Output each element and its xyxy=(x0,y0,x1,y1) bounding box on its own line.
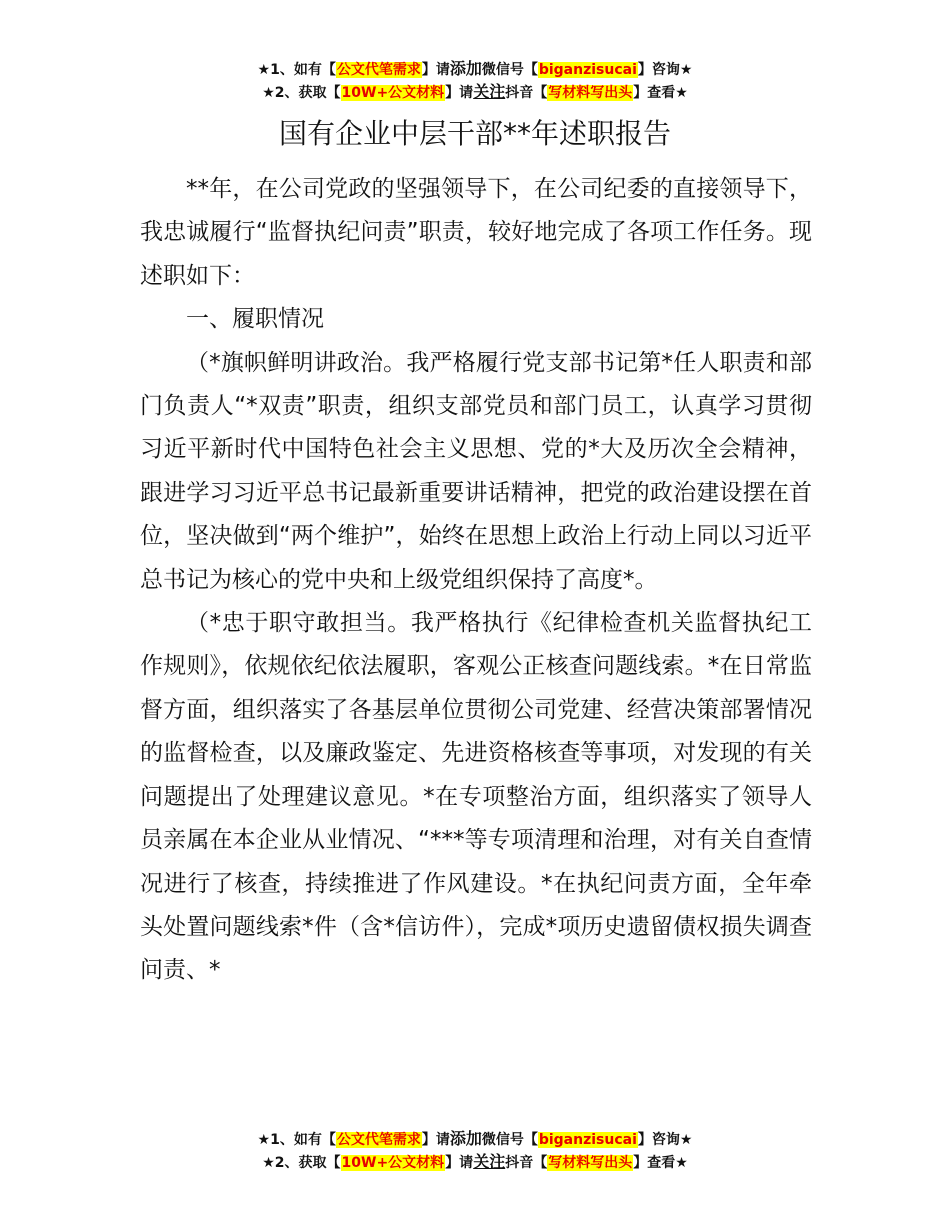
promo-text: ★1、如有【 xyxy=(257,62,336,78)
paragraph-intro: **年，在公司党政的坚强领导下，在公司纪委的直接领导下，我忠诚履行“监督执纪问责”职责，较好地完成了各项工作任务。现述职如下： xyxy=(140,176,812,289)
promo-highlight-wechat-id: biganzisucai xyxy=(538,1132,637,1148)
promo-text: 微信号【 xyxy=(481,1132,538,1148)
section-heading: 一、履职情况 xyxy=(186,306,324,333)
promo-text: 】请 xyxy=(445,1155,474,1171)
document-title: 国有企业中层干部**年述职报告 xyxy=(278,117,671,150)
promo-highlight-wechat-id: biganzisucai xyxy=(538,62,637,78)
promo-banner-bottom xyxy=(0,1128,950,1174)
promo-line-1 xyxy=(0,58,950,81)
paragraph-politics: （*旗帜鲜明讲政治。我严格履行党支部书记第*任人职责和部门负责人“*双责”职责，组织支部党员和部门员工，认真学习贯彻习近平新时代中国特色社会主义思想、党的*大及历次全会精神，跟进学习习近平总书记最新重要讲话精神，把党的政治建设摆在首位，坚决做到“两个维护”，始终在思想上政治上行动上同以习近平总书记为核心的党中央和上级党组织保持了高度*。 xyxy=(140,349,812,593)
promo-text: ★2、获取【 xyxy=(262,85,341,101)
document-body xyxy=(140,168,812,993)
promo-emphasis: 添加 xyxy=(449,1129,482,1148)
promo-highlight: 10W+公文材料 xyxy=(341,1155,445,1171)
promo-banner-top xyxy=(0,58,950,104)
promo-text: ★2、获取【 xyxy=(262,1155,341,1171)
promo-line-2 xyxy=(0,81,950,104)
promo-line-2 xyxy=(0,1151,950,1174)
promo-text: 抖音【 xyxy=(505,1155,548,1171)
promo-text: 】请 xyxy=(421,1132,450,1148)
promo-text: 】查看★ xyxy=(633,85,688,101)
promo-text: 】咨询★ xyxy=(637,62,693,78)
promo-highlight: 公文代笔需求 xyxy=(336,1132,421,1148)
promo-text: ★1、如有【 xyxy=(257,1132,336,1148)
promo-highlight-douyin: 写材料写出头 xyxy=(548,85,633,101)
promo-text: 抖音【 xyxy=(505,85,548,101)
promo-emphasis: 关注 xyxy=(473,82,506,101)
promo-line-1 xyxy=(0,1128,950,1151)
promo-emphasis: 添加 xyxy=(449,59,482,78)
paragraph-duty: （*忠于职守敢担当。我严格执行《纪律检查机关监督执纪工作规则》，依规依纪依法履职，客观公正核查问题线索。*在日常监督方面，组织落实了各基层单位贯彻公司党建、经营决策部署情况的监督检查，以及廉政鉴定、先进资格核查等事项，对发现的有关问题提出了处理建议意见。*在专项整治方面，组织落实了领导人员亲属在本企业从业情况、“***等专项清理和治理，对有关自查情况进行了核查，持续推进了作风建设。*在执纪问责方面，全年牵头处置问题线索*件（含*信访件），完成*项历史遗留债权损失调查问责、* xyxy=(140,610,812,984)
promo-highlight: 公文代笔需求 xyxy=(336,62,421,78)
promo-highlight: 10W+公文材料 xyxy=(341,85,445,101)
promo-text: 】咨询★ xyxy=(637,1132,693,1148)
promo-text: 微信号【 xyxy=(481,62,538,78)
promo-emphasis: 关注 xyxy=(473,1152,506,1171)
promo-text: 】请 xyxy=(421,62,450,78)
promo-highlight-douyin: 写材料写出头 xyxy=(548,1155,633,1171)
promo-text: 】查看★ xyxy=(633,1155,688,1171)
promo-text: 】请 xyxy=(445,85,474,101)
